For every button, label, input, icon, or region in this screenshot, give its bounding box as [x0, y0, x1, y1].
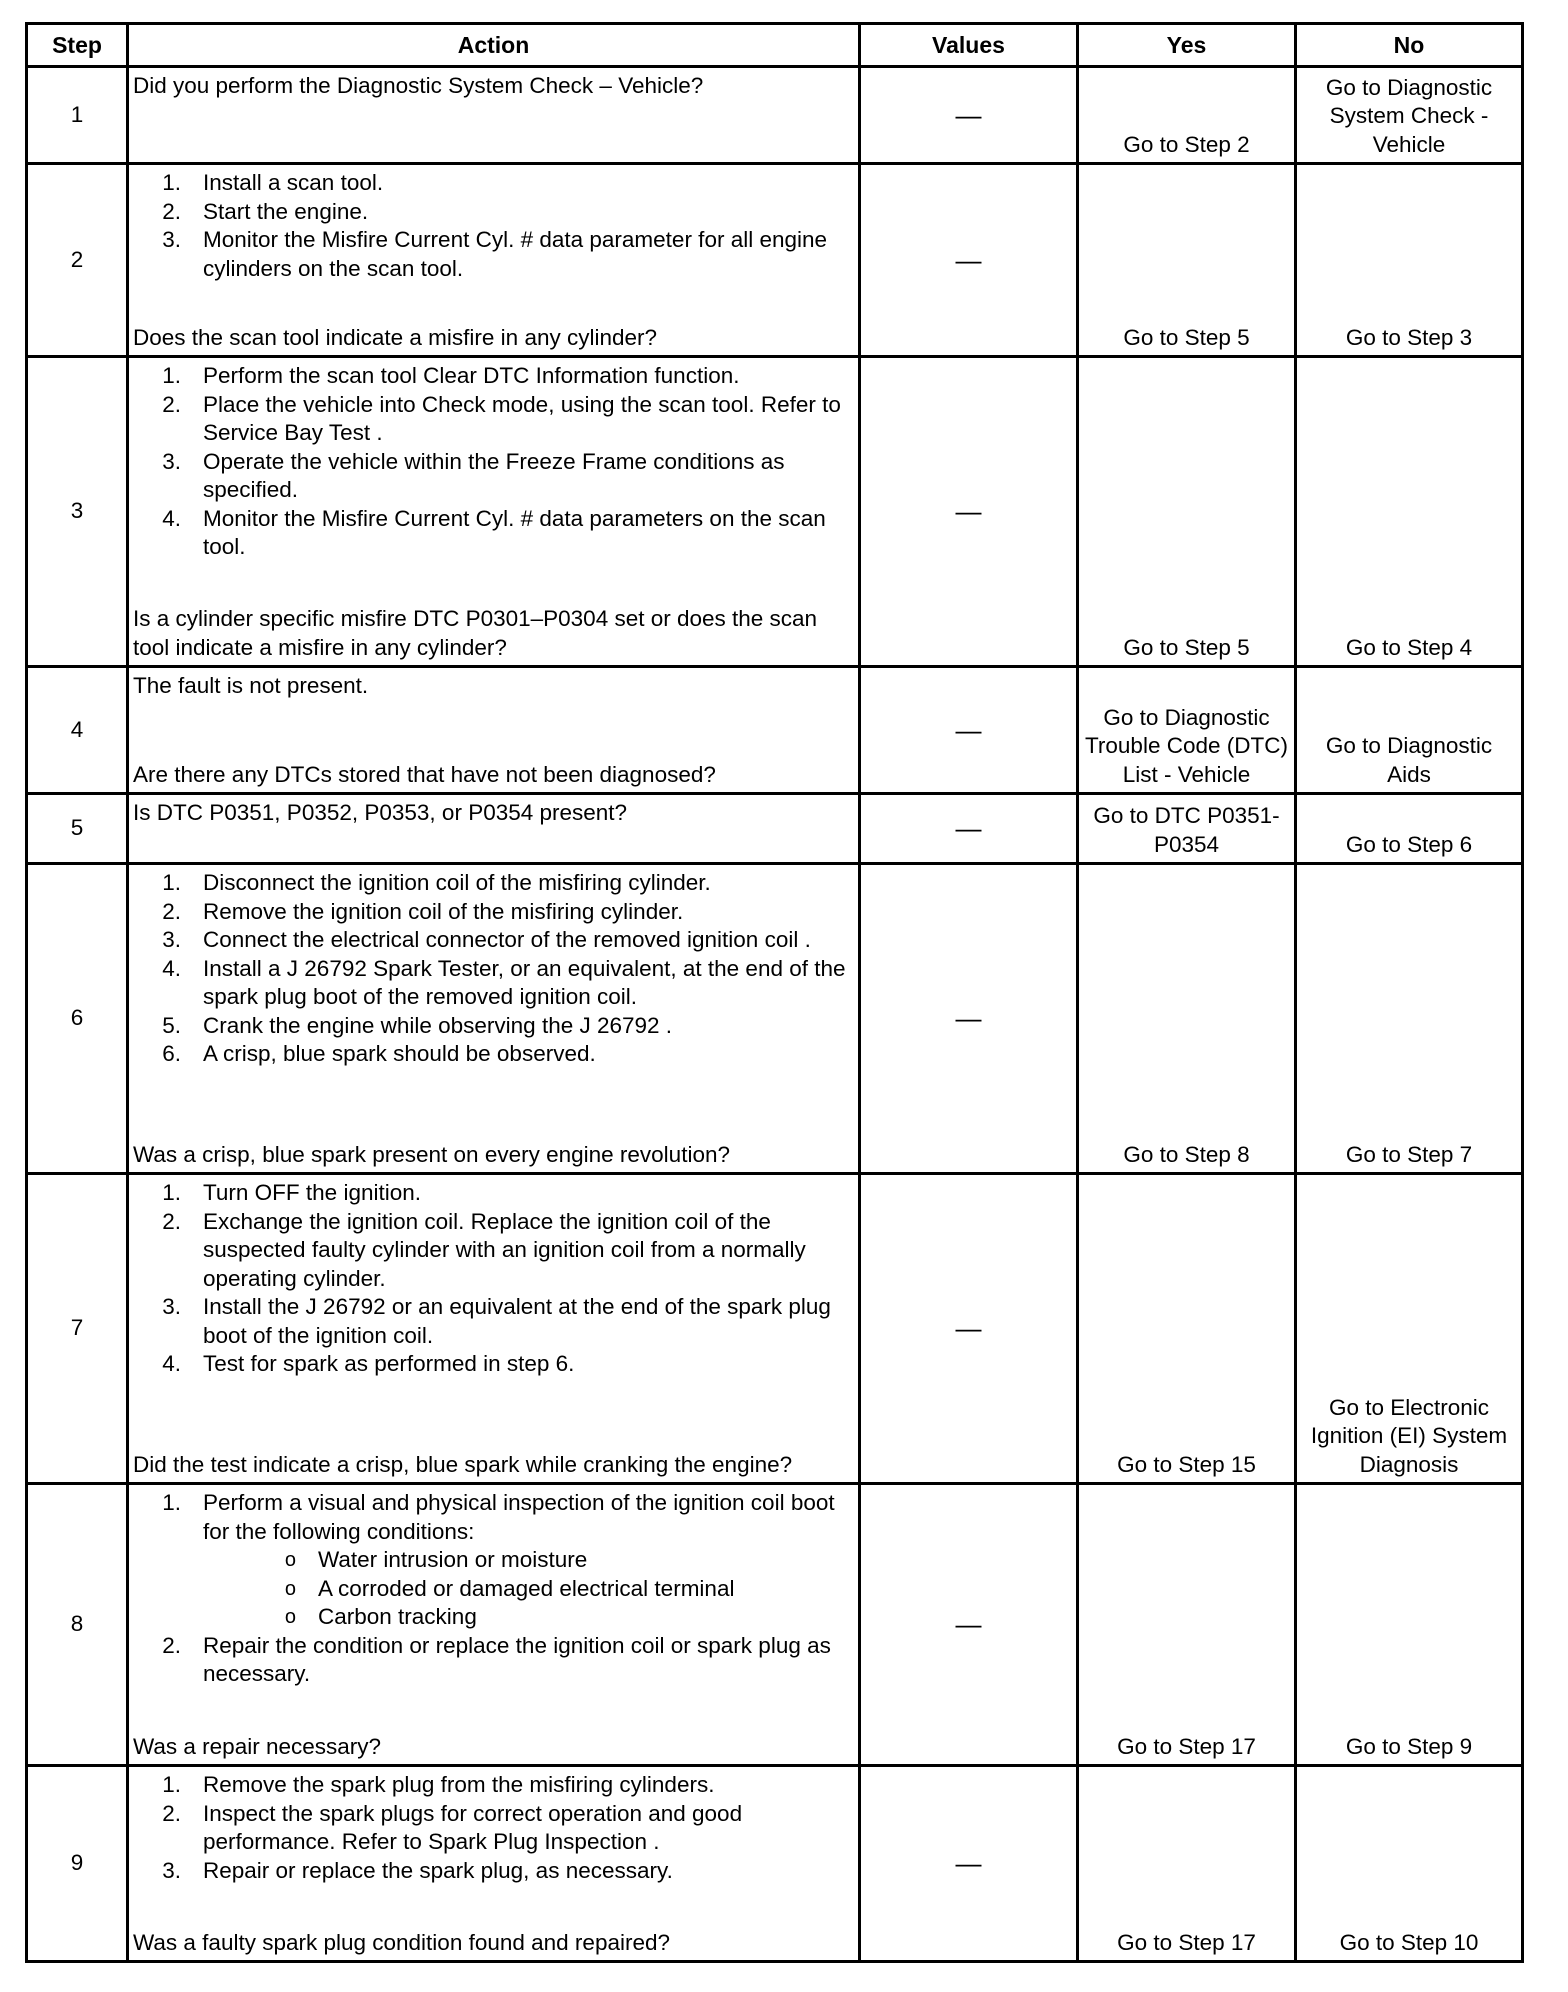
bullet-circle-icon: o	[284, 1549, 296, 1571]
action-step-number: 1.	[162, 170, 181, 195]
action-step-number: 3.	[162, 1294, 181, 1319]
action-top	[133, 799, 850, 828]
action-intro: Did you perform the Diagnostic System Check – Vehicle?	[133, 73, 704, 98]
table-row	[28, 665, 1521, 792]
action-step-item	[133, 1857, 850, 1886]
action-step-number: 2.	[162, 198, 181, 224]
action-step-number: 2.	[162, 391, 181, 417]
action-step-text: Inspect the spark plugs for correct operation and good performance. Refer to Spark Plug Inspection .	[203, 1800, 743, 1854]
action-step-text: Install the J 26792 or an equivalent at the end of the spark plug boot of the ignition coil.	[203, 1294, 831, 1348]
action-cell	[126, 1175, 858, 1482]
action-cell	[126, 165, 858, 355]
action-step-number: 4.	[162, 1351, 181, 1376]
action-cell	[126, 68, 858, 162]
action-step-text: Remove the spark plug from the misfiring cylinders.	[203, 1772, 715, 1797]
action-step-text: Start the engine.	[203, 198, 369, 224]
values-cell: —	[858, 68, 1076, 162]
action-step-number: 1.	[162, 363, 181, 388]
step-number: 7	[70, 1315, 84, 1341]
header-action: Action	[126, 25, 858, 65]
action-step-number: 5.	[162, 1012, 181, 1038]
action-top	[133, 362, 850, 562]
action-step-number: 2.	[162, 898, 181, 924]
action-top	[133, 869, 850, 1069]
bullet-circle-icon: o	[284, 1577, 296, 1600]
yes-cell: Go to DTC P0351- P0354	[1076, 795, 1294, 862]
action-step-item	[133, 198, 850, 227]
action-steps-list	[133, 869, 850, 1069]
action-step-item	[133, 1771, 850, 1800]
action-steps-list	[133, 1179, 850, 1379]
table-row	[28, 1172, 1521, 1482]
yes-cell: Go to Step 5	[1076, 358, 1294, 665]
action-step-item	[133, 391, 850, 448]
step-number: 3	[70, 498, 84, 524]
action-step-item	[133, 869, 850, 898]
step-number: 1	[70, 101, 84, 127]
action-step-text: Crank the engine while observing the J 26792 .	[203, 1012, 673, 1038]
condition-text: A corroded or damaged electrical terminal	[318, 1575, 735, 1601]
diagnostic-table	[25, 22, 1524, 1963]
header-no: No	[1294, 25, 1521, 65]
action-step-text: Repair or replace the spark plug, as necessary.	[203, 1857, 673, 1883]
action-step-text: Install a J 26792 Spark Tester, or an equivalent, at the end of the spark plug boot of the removed ignition coil.	[203, 955, 846, 1009]
action-step-text: Repair the condition or replace the ignition coil or spark plug as necessary.	[203, 1632, 831, 1686]
action-step-item	[133, 926, 850, 955]
bullet-circle-icon: o	[284, 1606, 296, 1628]
action-step-item	[133, 1040, 850, 1069]
action-step-item	[133, 362, 850, 391]
step-number: 8	[70, 1611, 84, 1637]
action-step-number: 2.	[162, 1800, 181, 1826]
action-step-item	[133, 1489, 850, 1546]
table-row	[28, 862, 1521, 1172]
table-row	[28, 65, 1521, 162]
yes-cell: Go to Step 17	[1076, 1485, 1294, 1764]
action-step-text: Disconnect the ignition coil of the misfiring cylinder.	[203, 870, 711, 895]
no-cell: Go to Step 7	[1294, 865, 1521, 1172]
no-cell: Go to Step 10	[1294, 1767, 1521, 1960]
action-steps-list	[133, 1771, 850, 1885]
action-top	[133, 169, 850, 283]
action-step-number: 1.	[162, 1772, 181, 1797]
action-cell	[126, 1485, 858, 1764]
action-step-item	[133, 955, 850, 1012]
action-step-item	[133, 1012, 850, 1041]
condition-text: Carbon tracking	[318, 1604, 477, 1629]
table-row	[28, 1764, 1521, 1960]
table-row	[28, 1482, 1521, 1764]
no-cell: Go to Step 4	[1294, 358, 1521, 665]
no-cell: Go to Electronic Ignition (EI) System Diagnosis	[1294, 1175, 1521, 1482]
action-steps-list	[133, 169, 850, 283]
action-top	[133, 72, 850, 101]
table-row	[28, 792, 1521, 862]
action-step-number: 2.	[162, 1208, 181, 1234]
action-step-text: Place the vehicle into Check mode, using the scan tool. Refer to Service Bay Test .	[203, 391, 841, 445]
step-number: 6	[70, 1005, 84, 1031]
action-step-text: Turn OFF the ignition.	[203, 1180, 422, 1205]
table-row	[28, 162, 1521, 355]
action-step-text: Perform the scan tool Clear DTC Information function.	[203, 363, 740, 388]
table-row	[28, 355, 1521, 665]
yes-cell: Go to Diagnostic Trouble Code (DTC) List - Vehicle	[1076, 668, 1294, 792]
action-cell	[126, 668, 858, 792]
action-step-number: 2.	[162, 1632, 181, 1658]
yes-cell: Go to Step 8	[1076, 865, 1294, 1172]
action-step-text: Remove the ignition coil of the misfiring cylinder.	[203, 898, 684, 924]
yes-cell: Go to Step 2	[1076, 68, 1294, 162]
action-question: Does the scan tool indicate a misfire in any cylinder?	[133, 324, 658, 350]
no-cell: Go to Step 9	[1294, 1485, 1521, 1764]
action-step-item	[133, 1632, 850, 1689]
no-cell: Go to Step 3	[1294, 165, 1521, 355]
no-cell: Go to Diagnostic System Check - Vehicle	[1294, 68, 1521, 162]
values-cell: —	[858, 668, 1076, 792]
action-question: Is a cylinder specific misfire DTC P0301–P0304 set or does the scan tool indicate a misfire in any cylinder?	[133, 606, 818, 660]
header-values: Values	[858, 25, 1076, 65]
action-step-number: 6.	[162, 1041, 181, 1066]
action-step-text: A crisp, blue spark should be observed.	[203, 1041, 596, 1066]
no-cell: Go to Step 6	[1294, 795, 1521, 862]
step-number: 9	[70, 1850, 84, 1876]
yes-cell: Go to Step 15	[1076, 1175, 1294, 1482]
values-cell: —	[858, 1767, 1076, 1960]
action-top	[133, 1771, 850, 1885]
action-step-number: 3.	[162, 1857, 181, 1883]
action-step-item	[133, 226, 850, 283]
yes-cell: Go to Step 5	[1076, 165, 1294, 355]
action-step-item	[133, 448, 850, 505]
action-step-item	[133, 898, 850, 927]
condition-item	[133, 1603, 850, 1632]
action-question: Was a faulty spark plug condition found and repaired?	[133, 1929, 671, 1955]
action-step-item	[133, 1208, 850, 1294]
action-question: Was a repair necessary?	[133, 1733, 382, 1759]
action-step-text: Monitor the Misfire Current Cyl. # data parameters on the scan tool.	[203, 505, 826, 559]
action-step-number: 1.	[162, 870, 181, 895]
action-step-item	[133, 1179, 850, 1208]
step-number: 5	[70, 815, 84, 841]
action-step-number: 4.	[162, 505, 181, 531]
action-step-item	[133, 169, 850, 198]
values-cell: —	[858, 358, 1076, 665]
action-step-item	[133, 1800, 850, 1857]
step-number: 4	[70, 716, 84, 742]
action-step-text: Exchange the ignition coil. Replace the ignition coil of the suspected faulty cylinder with an ignition coil from a normally operating cylinder.	[203, 1208, 806, 1291]
values-cell: —	[858, 1485, 1076, 1764]
condition-item	[133, 1575, 850, 1604]
header-step: Step	[52, 31, 102, 58]
action-step-number: 3.	[162, 448, 181, 474]
action-step-number: 1.	[162, 1180, 181, 1205]
action-cell	[126, 795, 858, 862]
no-cell: Go to Diagnostic Aids	[1294, 668, 1521, 792]
condition-item	[133, 1546, 850, 1575]
action-step-item	[133, 505, 850, 562]
action-step-text: Perform a visual and physical inspection of the ignition coil boot for the following conditions:	[203, 1490, 835, 1544]
table-header-row	[28, 25, 1521, 65]
action-top	[133, 1489, 850, 1689]
action-top	[133, 1179, 850, 1379]
action-step-number: 3.	[162, 927, 181, 952]
action-intro: Is DTC P0351, P0352, P0353, or P0354 present?	[133, 800, 628, 825]
values-cell: —	[858, 865, 1076, 1172]
action-cell	[126, 865, 858, 1172]
step-number: 2	[70, 246, 84, 272]
values-cell: —	[858, 165, 1076, 355]
action-step-number: 4.	[162, 955, 181, 981]
values-cell: —	[858, 1175, 1076, 1482]
action-step-number: 1.	[162, 1490, 181, 1515]
header-yes: Yes	[1076, 25, 1294, 65]
action-question: Are there any DTCs stored that have not been diagnosed?	[133, 761, 716, 787]
action-question: Was a crisp, blue spark present on every engine revolution?	[133, 1141, 730, 1167]
action-step-item	[133, 1350, 850, 1379]
action-cell	[126, 1767, 858, 1960]
action-cell	[126, 358, 858, 665]
action-step-text: Connect the electrical connector of the removed ignition coil .	[203, 927, 811, 952]
action-question: Did the test indicate a crisp, blue spark while cranking the engine?	[133, 1451, 793, 1477]
action-steps-list	[133, 362, 850, 562]
values-cell: —	[858, 795, 1076, 862]
condition-text: Water intrusion or moisture	[318, 1547, 588, 1572]
action-steps-list	[133, 1489, 850, 1689]
yes-cell: Go to Step 17	[1076, 1767, 1294, 1960]
action-step-text: Monitor the Misfire Current Cyl. # data parameter for all engine cylinders on the scan tool.	[203, 227, 828, 281]
table-body	[28, 65, 1521, 1960]
action-step-text: Install a scan tool.	[203, 170, 384, 195]
action-step-text: Test for spark as performed in step 6.	[203, 1351, 575, 1376]
action-top	[133, 672, 850, 701]
action-step-text: Operate the vehicle within the Freeze Frame conditions as specified.	[203, 448, 785, 502]
action-step-number: 3.	[162, 227, 181, 252]
action-intro: The fault is not present.	[133, 673, 369, 698]
condition-list	[133, 1546, 850, 1632]
action-step-item	[133, 1293, 850, 1350]
